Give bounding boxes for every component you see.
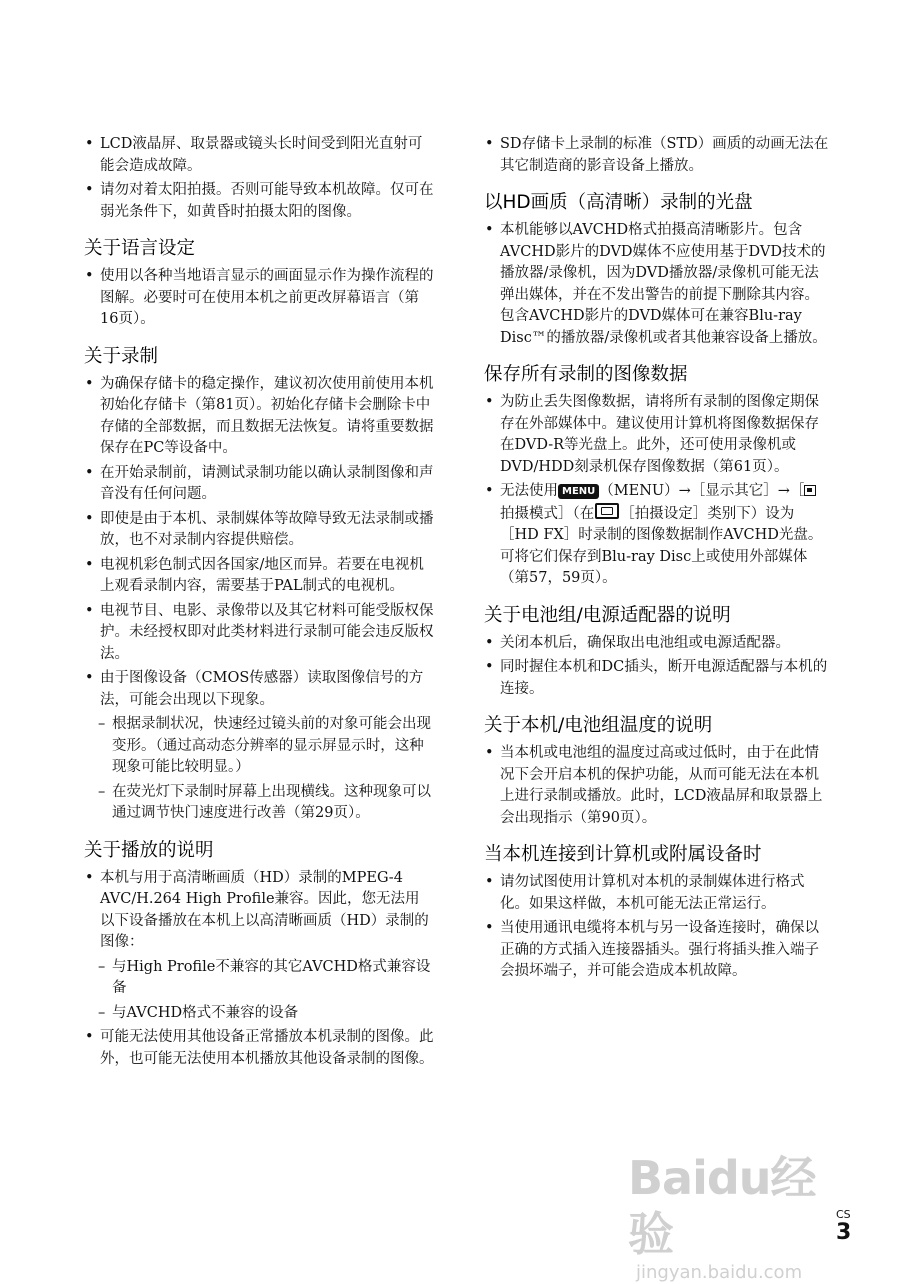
- page-number: 3: [836, 1220, 852, 1245]
- heading-language: 关于语言设定: [84, 238, 196, 259]
- bullet-remove-battery: • 关闭本机后，确保取出电池组或电源适配器。: [484, 633, 830, 655]
- watermark-logo: Baidu经验: [628, 1151, 816, 1261]
- bullet-cmos-phenomena: • 由于图像设备（CMOS传感器）读取图像信号的方法，可能会出现以下现象。: [84, 668, 434, 711]
- heading-playback: 关于播放的说明: [84, 839, 214, 861]
- dash-non-avchd: – 与AVCHD格式不兼容的设备: [84, 1003, 434, 1025]
- camera-icon: [595, 503, 619, 519]
- bullet-connector: • 当使用通讯电缆将本机与另一设备连接时，确保以正确的方式插入连接器插头。强行将插头推入端子会损坏端子，并可能会造成本机故障。: [484, 918, 830, 983]
- bullet-no-format: • 请勿试图使用计算机对本机的录制媒体进行格式化。如果这样做，本机可能无法正常运行。: [484, 872, 830, 915]
- text-segment: 拍摄模式］（在: [500, 505, 595, 522]
- bullet-sun-shooting: • 请勿对着太阳拍摄。否则可能导致本机故障。仅可在弱光条件下，如黄昏时拍摄太阳的图像。: [84, 180, 434, 223]
- bullet-avchd-dvd: • 本机能够以AVCHD格式拍摄高清晰影片。包含AVCHD影片的DVD媒体不应使用基于DVD技术的播放器/录像机，因为DVD播放器/录像机可能无法弹出媒体，并在不发出警告的前提下删除其内容。包含AVCHD影片的DVD媒体可在兼容Blu-ray Disc™的播放器/录像机或者其他兼容设备上播放。: [484, 220, 830, 349]
- bullet-high-profile: • 本机与用于高清晰画质（HD）录制的MPEG-4 AVC/H.264 High Profile兼容。因此，您无法用以下设备播放在本机上以高清晰画质（HD）录制的图像：: [84, 868, 434, 954]
- bullet-dc-plug: • 同时握住本机和DC插头，断开电源适配器与本机的连接。: [484, 657, 830, 700]
- heading-battery: 关于电池组/电源适配器的说明: [484, 604, 731, 626]
- page-language-code: CS: [836, 1208, 851, 1221]
- bullet-tv-color-system: • 电视机彩色制式因各国家/地区而异。若要在电视机上观看录制内容，需要基于PAL制式的电视机。: [84, 555, 434, 598]
- dash-incompatible-avchd: – 与High Profile不兼容的其它AVCHD格式兼容设备: [84, 957, 434, 1000]
- bullet-lcd-sunlight: • LCD液晶屏、取景器或镜头长时间受到阳光直射可能会造成故障。: [84, 134, 434, 177]
- dash-distortion: – 根据录制状况，快速经过镜头前的对象可能会出现变形。（通过高动态分辨率的显示屏显示时，这种现象可能比较明显。）: [84, 714, 434, 779]
- bullet-no-compensation: • 即使是由于本机、录制媒体等故障导致无法录制或播放，也不对录制内容提供赔偿。: [84, 509, 434, 552]
- film-icon: [804, 485, 816, 496]
- left-column: [84, 134, 434, 1073]
- heading-save-data: 保存所有录制的图像数据: [484, 364, 688, 385]
- bullet-language: • 使用以各种当地语言显示的画面显示作为操作流程的图解。必要时可在使用本机之前更改屏幕语言（第16页）。: [84, 266, 434, 331]
- heading-computer: 当本机连接到计算机或附属设备时: [484, 844, 762, 865]
- text-segment: ［拍摄设定］类别下）设为［HD FX］时录制的图像数据制作AVCHD光盘。可将它们保存到Blu-ray Disc上或使用外部媒体（第57，59页）。: [500, 505, 823, 586]
- text-segment: （MENU）→［显示其它］→［: [599, 483, 805, 499]
- dash-fluorescent: – 在荧光灯下录制时屏幕上出现横线。这种现象可以通过调节快门速度进行改善（第29页）。: [84, 782, 434, 825]
- heading-hd-disc: 以HD画质（高清晰）录制的光盘: [484, 192, 753, 213]
- heading-recording: 关于录制: [84, 345, 159, 367]
- menu-icon: MENU: [558, 484, 599, 499]
- bullet-copyright: • 电视节目、电影、录像带以及其它材料可能受版权保护。未经授权即对此类材料进行录制可能会违反版权法。: [84, 601, 434, 666]
- bullet-format-card: • 为确保存储卡的稳定操作，建议初次使用前使用本机初始化存储卡（第81页）。初始化存储卡会删除卡中存储的全部数据，而且数据无法恢复。请将重要数据保存在PC等设备中。: [84, 374, 434, 460]
- bullet-backup: • 为防止丢失图像数据，请将所有录制的图像定期保存在外部媒体中。建议使用计算机将图像数据保存在DVD-R等光盘上。此外，还可使用录像机或DVD/HDD刻录机保存图像数据（第61页）。: [484, 392, 830, 478]
- baidu-watermark: [628, 1150, 858, 1283]
- right-column: [484, 134, 830, 986]
- text-segment: 无法使用: [500, 483, 558, 499]
- bullet-sd-std: • SD存储卡上录制的标准（STD）画质的动画无法在其它制造商的影音设备上播放。: [484, 134, 830, 177]
- bullet-hd-fx: [484, 481, 830, 590]
- watermark-url: jingyan.baidu.com: [636, 1262, 803, 1283]
- bullet-test-recording: • 在开始录制前，请测试录制功能以确认录制图像和声音没有任何问题。: [84, 463, 434, 506]
- bullet-other-devices: • 可能无法使用其他设备正常播放本机录制的图像。此外，也可能无法使用本机播放其他设备录制的图像。: [84, 1027, 434, 1070]
- bullet-temperature: • 当本机或电池组的温度过高或过低时，由于在此情况下会开启本机的保护功能，从而可能无法在本机上进行录制或播放。此时，LCD液晶屏和取景器上会出现指示（第90页）。: [484, 743, 830, 829]
- heading-temperature: 关于本机/电池组温度的说明: [484, 715, 713, 736]
